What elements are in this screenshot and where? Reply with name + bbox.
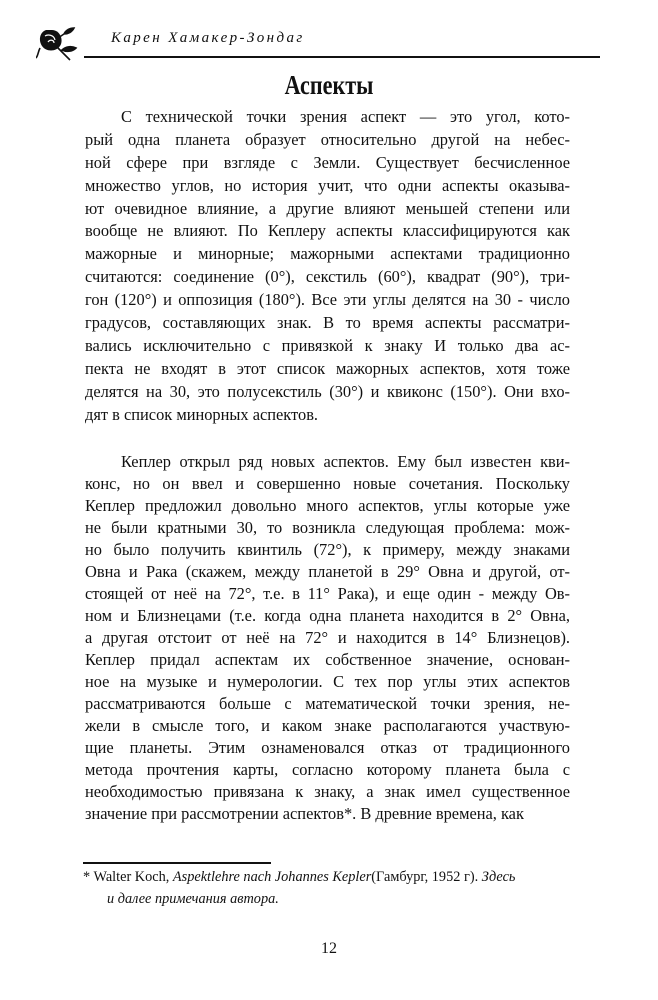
paragraph-1 — [85, 106, 570, 426]
text-line: ное на музыке и нумерологии. С тех пор углы этих аспектов — [85, 672, 570, 691]
text-line: Кеплер предложил довольно много аспектов, углы которые уже — [85, 496, 570, 515]
text-line: пекта не входят в этот список мажорных аспектов, хотя тоже — [85, 358, 570, 378]
text-line: дят в список минорных аспектов. — [85, 404, 319, 424]
text-line: щие планеты. Этим ознаменовался отказ от традиционного — [85, 738, 570, 757]
text-line: ном и Близнецами (т.е. когда одна планета находится в 2° Овна, — [85, 606, 570, 625]
text-line: необходимостью привязана к знаку, а знак имел существенное — [85, 782, 570, 801]
footnote-publication: (Гамбург, 1952 г). — [371, 869, 482, 885]
text-line: но было получить квинтиль (72°), к примеру, между знаками — [85, 540, 570, 559]
text-line: множество углов, но история учит, что одни аспекты оказыва- — [85, 175, 570, 195]
text-line: не были кратными 30, то возникла следующая проблема: мож- — [85, 518, 570, 537]
text-line: Кеплер придал аспектам их собственное значение, основан- — [85, 650, 570, 669]
text-line: значение при рассмотрении аспектов*. В древние времена, как — [85, 804, 524, 823]
text-line: вообще не влияют. По Кеплеру аспекты классифицируются как — [85, 221, 570, 241]
text-line: С технической точки зрения аспект — это угол, кото- — [121, 107, 570, 126]
rose-icon — [36, 26, 78, 62]
text-line: Овна и Рака (скажем, между планетой в 29° Овна и другой, от- — [85, 562, 570, 581]
text-line: стоящей от неё на 72°, т.е. в 11° Рака), и еще один - между Ов- — [85, 584, 570, 603]
text-line: ной сфере при взгляде с Земли. Существует бесчисленное — [85, 152, 570, 172]
paragraph-2 — [85, 451, 570, 825]
page-number: 12 — [321, 940, 337, 957]
text-line: а другая отстоит от неё на 72° и находится в 14° Близнецов). — [85, 628, 570, 647]
footnote-work: Aspektlehre nach Johannes Kepler — [172, 869, 372, 885]
footnote-marker: * — [83, 869, 94, 885]
text-line: рый одна планета образует относительно другой на небес- — [85, 129, 570, 149]
text-line: ют очевидное влияние, а другие влияют меньшей степени или — [85, 198, 570, 218]
section-title: Аспекты — [284, 70, 374, 100]
header-rule — [84, 56, 600, 58]
text-line: жели в смысле того, и каком знаке располагаются участвую- — [85, 716, 570, 735]
text-line: рассматриваются больше с математической точки зрения, не- — [85, 694, 570, 713]
footnote — [83, 866, 583, 910]
text-line: метода прочтения карты, согласно которому планета была с — [85, 760, 570, 779]
footnote-author: Walter Koch, — [93, 869, 173, 885]
text-line: градусов, составляющих знак. В то время аспекты рассматри- — [85, 313, 570, 333]
text-line: вались исключительно с привязкой к знаку И только два ас- — [85, 335, 570, 355]
text-line: считаются: соединение (0°), секстиль (60°), квадрат (90°), три- — [85, 267, 570, 287]
running-header-author: Карен Хамакер-Зондаг — [111, 30, 305, 46]
text-line: гон (120°) и оппозиция (180°). Все эти углы делятся на 30 - число — [85, 290, 570, 310]
text-line: Кеплер открыл ряд новых аспектов. Ему был известен кви- — [121, 452, 570, 471]
footnote-note: Здесь — [481, 869, 516, 885]
text-line: конс, но он ввел и совершенно новые сочетания. Поскольку — [85, 474, 570, 493]
footnote-rule — [83, 862, 271, 864]
text-line: мажорные и минорные; мажорными аспектами традиционно — [85, 244, 570, 264]
footnote-note-continued: и далее примечания автора. — [107, 891, 279, 907]
text-line: делятся на 30, это полусекстиль (30°) и квиконс (150°). Они вхо- — [85, 381, 570, 401]
